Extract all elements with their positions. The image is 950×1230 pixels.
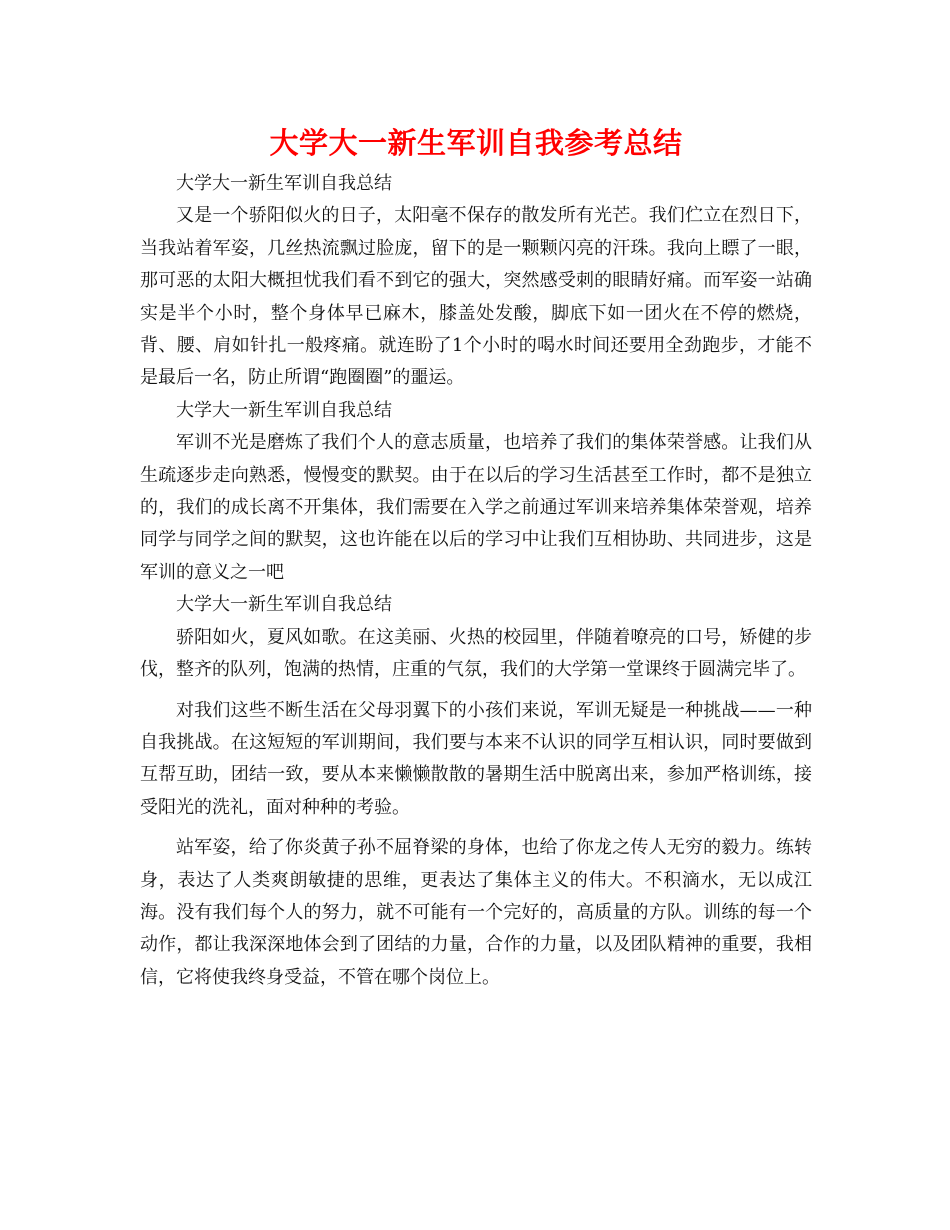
- body-paragraph: 又是一个骄阳似火的日子，太阳毫不保存的散发所有光芒。我们伫立在烈日下，当我站着军姿，几丝热流飘过脸庞，留下的是一颗颗闪亮的汗珠。我向上瞟了一眼，那可恶的太阳大概担忧我们看不到它的强大，突然感受刺的眼睛好痛。而军姿一站确实是半个小时，整个身体早已麻木，膝盖处发酸，脚底下如一团火在不停的燃烧，背、腰、肩如针扎一般疼痛。就连盼了1个小时的喝水时间还要用全劲跑步，才能不是最后一名，防止所谓“跑圈圈”的噩运。: [140, 205, 812, 389]
- body-paragraph: 骄阳如火，夏风如歌。在这美丽、火热的校园里，伴随着嘹亮的口号，矫健的步伐，整齐的队列，饱满的热情，庄重的气氛，我们的大学第一堂课终于圆满完毕了。: [140, 626, 812, 681]
- body-paragraph: 军训不光是磨炼了我们个人的意志质量，也培养了我们的集体荣誉感。让我们从生疏逐步走向熟悉，慢慢变的默契。由于在以后的学习生活甚至工作时，都不是独立的，我们的成长离不开集体，我们需要在入学之前通过军训来培养集体荣誉观，培养同学与同学之间的默契，这也许能在以后的学习中让我们互相协助、共同进步，这是军训的意义之一吧: [140, 432, 812, 583]
- section-heading: 大学大一新生军训自我总结: [176, 399, 392, 421]
- body-paragraph: 对我们这些不断生活在父母羽翼下的小孩们来说，军训无疑是一种挑战——一种自我挑战。在这短短的军训期间，我们要与本来不认识的同学互相认识，同时要做到互帮互助，团结一致，要从本来懒懒散散的暑期生活中脱离出来，参加严格训练，接受阳光的洗礼，面对种种的考验。: [140, 699, 812, 818]
- body-paragraph: 站军姿，给了你炎黄子孙不屈脊梁的身体，也给了你龙之传人无穷的毅力。练转身，表达了人类爽朗敏捷的思维，更表达了集体主义的伟大。不积滴水，无以成江海。没有我们每个人的努力，就不可能有一个完好的，高质量的方队。训练的每一个动作，都让我深深地体会到了团结的力量，合作的力量，以及团队精神的重要，我相信，它将使我终身受益，不管在哪个岗位上。: [140, 837, 812, 988]
- document-title: 大学大一新生军训自我参考总结: [269, 126, 683, 160]
- document-page: [140, 118, 812, 994]
- section-heading: 大学大一新生军训自我总结: [176, 594, 392, 616]
- section-heading: 大学大一新生军训自我总结: [176, 173, 392, 194]
- document-body: [140, 168, 812, 994]
